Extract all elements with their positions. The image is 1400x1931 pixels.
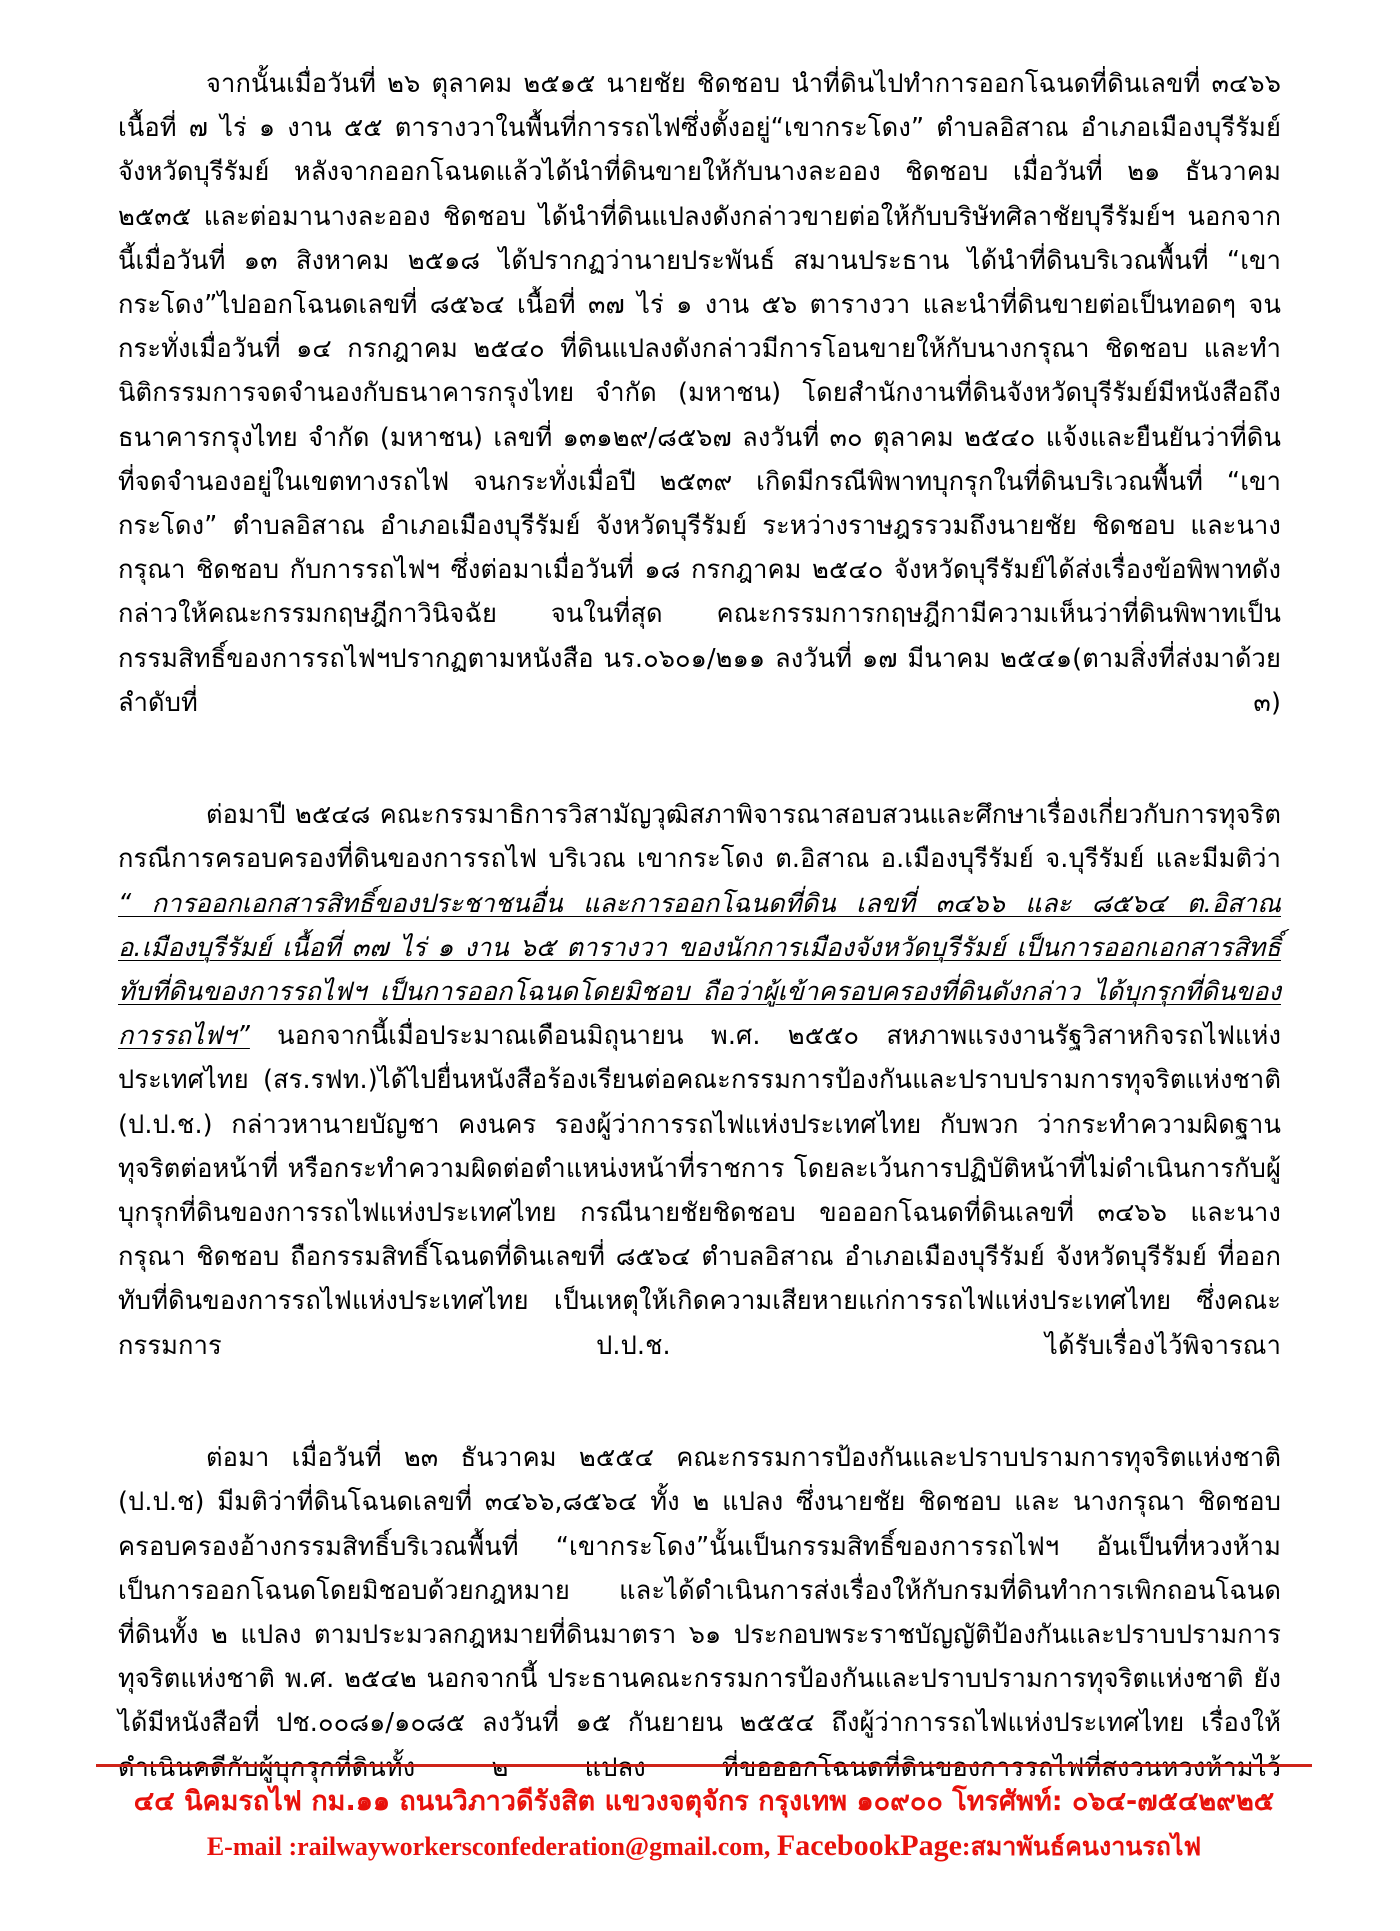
footer-contact: [96, 1824, 1312, 1869]
footer-divider: [96, 1764, 1312, 1767]
facebook-colon: :: [961, 1832, 971, 1861]
footer-separator: ,: [763, 1832, 771, 1861]
paragraph-3: ต่อมา เมื่อวันที่ ๒๓ ธันวาคม ๒๕๕๔ คณะกรรมการป้องกันและปราบปรามการทุจริตแห่งชาติ (ป.ป.ช) มีมติว่าที่ดินโฉนดเลขที่ ๓๔๖๖,๘๕๖๔ ทั้ง ๒ แปลง ซึ่งนายชัย ชิดชอบ และ นางกรุณา ชิดชอบ ครอบครองอ้างกรรมสิทธิ์บริเวณพื้นที่ “เขากระโดง”นั้นเป็นกรรมสิทธิ์ของการรถไฟฯ อันเป็นที่หวงห้ามเป็นการออกโฉนดโดยมิชอบด้วยกฎหมาย และได้ดำเนินการส่งเรื่องให้กับกรมที่ดินทำการเพิกถอนโฉนดที่ดินทั้ง ๒ แปลง ตามประมวลกฎหมายที่ดินมาตรา ๖๑ ประกอบพระราชบัญญัติป้องกันและปราบปรามการทุจริตแห่งชาติ พ.ศ. ๒๕๔๒ นอกจากนี้ ประธานคณะกรรมการป้องกันและปราบปรามการทุจริตแห่งชาติ ยังได้มีหนังสือที่ ปช.๐๐๘๑/๑๐๘๕ ลงวันที่ ๑๕ กันยายน ๒๕๕๔ ถึงผู้ว่าการรถไฟแห่งประเทศไทย เรื่องให้ดำเนินคดีกับผู้บุกรุกที่ดินทั้ง ๒ แปลง ที่ขอออกโฉนดที่ดินของการรถไฟที่สงวนหวงห้ามไว้: [118, 1443, 1281, 1783]
paragraph-2: [118, 793, 1281, 1412]
document-body: [118, 62, 1281, 1834]
facebook-page-label[interactable]: FacebookPage: [776, 1829, 962, 1862]
email-label: E-mail :: [206, 1832, 298, 1861]
document-footer: [96, 1780, 1312, 1869]
email-address[interactable]: railwayworkersconfederation@gmail.com: [297, 1832, 764, 1861]
paragraph-1: จากนั้นเมื่อวันที่ ๒๖ ตุลาคม ๒๕๑๕ นายชัย ชิดชอบ นำที่ดินไปทำการออกโฉนดที่ดินเลขที่ ๓๔๖๖ เนื้อที่ ๗ ไร่ ๑ งาน ๕๕ ตารางวาในพื้นที่การรถไฟซึ่งตั้งอยู่“เขากระโดง” ตำบลอิสาณ อำเภอเมืองบุรีรัมย์ จังหวัดบุรีรัมย์ หลังจากออกโฉนดแล้วได้นำที่ดินขายให้กับนางละออง ชิดชอบ เมื่อวันที่ ๒๑ ธันวาคม ๒๕๓๕ และต่อมานางละออง ชิดชอบ ได้นำที่ดินแปลงดังกล่าวขายต่อให้กับบริษัทศิลาชัยบุรีรัมย์ฯ นอกจากนี้เมื่อวันที่ ๑๓ สิงหาคม ๒๕๑๘ ได้ปรากฏว่านายประพันธ์ สมานประธาน ได้นำที่ดินบริเวณพื้นที่ “เขากระโดง”ไปออกโฉนดเลขที่ ๘๕๖๔ เนื้อที่ ๓๗ ไร่ ๑ งาน ๕๖ ตารางวา และนำที่ดินขายต่อเป็นทอดๆ จนกระทั่งเมื่อวันที่ ๑๔ กรกฎาคม ๒๕๔๐ ที่ดินแปลงดังกล่าวมีการโอนขายให้กับนางกรุณา ชิดชอบ และทำนิติกรรมการจดจำนองกับธนาคารกรุงไทย จำกัด (มหาชน) โดยสำนักงานที่ดินจังหวัดบุรีรัมย์มีหนังสือถึงธนาคารกรุงไทย จำกัด (มหาชน) เลขที่ ๑๓๑๒๙/๘๕๖๗ ลงวันที่ ๓๐ ตุลาคม ๒๕๔๐ แจ้งและยืนยันว่าที่ดินที่จดจำนองอยู่ในเขตทางรถไฟ จนกระทั่งเมื่อปี ๒๕๓๙ เกิดมีกรณีพิพาทบุกรุกในที่ดินบริเวณพื้นที่ “เขากระโดง” ตำบลอิสาณ อำเภอเมืองบุรีรัมย์ จังหวัดบุรีรัมย์ ระหว่างราษฎรรวมถึงนายชัย ชิดชอบ และนางกรุณา ชิดชอบ กับการรถไฟฯ ซึ่งต่อมาเมื่อวันที่ ๑๘ กรกฎาคม ๒๕๔๐ จังหวัดบุรีรัมย์ได้ส่งเรื่องข้อพิพาทดังกล่าวให้คณะกรรมกฤษฎีกาวินิจฉัย จนในที่สุด คณะกรรมการกฤษฎีกามีความเห็นว่าที่ดินพิพาทเป็นกรรมสิทธิ์ของการรถไฟฯปรากฏตามหนังสือ นร.๐๖๐๑/๒๑๑ ลงวันที่ ๑๗ มีนาคม ๒๕๔๑(ตามสิ่งที่ส่งมาด้วย ลำดับที่ ๓): [118, 69, 1281, 718]
paragraph-2-quoted-resolution: “ การออกเอกสารสิทธิ์ของประชาชนอื่น และการออกโฉนดที่ดิน เลขที่ ๓๔๖๖ และ ๘๕๖๔ ต.อิสาณ อ.เมืองบุรีรัมย์ เนื้อที่ ๓๗ ไร่ ๑ งาน ๖๕ ตารางวา ของนักการเมืองจังหวัดบุรีรัมย์ เป็นการออกเอกสารสิทธิ์ทับที่ดินของการรถไฟฯ เป็นการออกโฉนดโดยมิชอบ ถือว่าผู้เข้าครอบครองที่ดินดังกล่าว ได้บุกรุกที่ดินของการรถไฟฯ”: [118, 888, 1281, 1052]
paragraph-2-segment-tail: นอกจากนี้เมื่อประมาณเดือนมิถุนายน พ.ศ. ๒๕๕๐ สหภาพแรงงานรัฐวิสาหกิจรถไฟแห่งประเทศไทย (สร.รฟท.)ได้ไปยื่นหนังสือร้องเรียนต่อคณะกรรมการป้องกันและปราบปรามการทุจริตแห่งชาติ (ป.ป.ช.) กล่าวหานายบัญชา คงนคร รองผู้ว่าการรถไฟแห่งประเทศไทย กับพวก ว่ากระทำความผิดฐานทุจริตต่อหน้าที่ หรือกระทำความผิดต่อตำแหน่งหน้าที่ราชการ โดยละเว้นการปฏิบัติหน้าที่ไม่ดำเนินการกับผู้บุกรุกที่ดินของการรถไฟแห่งประเทศไทย กรณีนายชัยชิดชอบ ขอออกโฉนดที่ดินเลขที่ ๓๔๖๖ และนางกรุณา ชิดชอบ ถือกรรมสิทธิ์โฉนดที่ดินเลขที่ ๘๕๖๔ ตำบลอิสาณ อำเภอเมืองบุรีรัมย์ จังหวัดบุรีรัมย์ ที่ออกทับที่ดินของการรถไฟแห่งประเทศไทย เป็นเหตุให้เกิดความเสียหายแก่การรถไฟแห่งประเทศไทย ซึ่งคณะกรรมการ ป.ป.ช. ได้รับเรื่องไว้พิจารณา: [118, 1021, 1281, 1361]
footer-address: ๔๔ นิคมรถไฟ กม.๑๑ ถนนวิภาวดีรังสิต แขวงจตุจักร กรุงเทพ ๑๐๙๐๐ โทรศัพท์: ๐๖๔-๗๕๔๒๙๒๕: [133, 1786, 1275, 1817]
facebook-page-name[interactable]: สมาพันธ์คนงานรถไฟ: [970, 1832, 1202, 1861]
paragraph-2-segment-intro: ต่อมาปี ๒๕๔๘ คณะกรรมาธิการวิสามัญวุฒิสภาพิจารณาสอบสวนและศึกษาเรื่องเกี่ยวกับการทุจริตกรณีการครอบครองที่ดินของการรถไฟ บริเวณ เขากระโดง ต.อิสาณ อ.เมืองบุรีรัมย์ จ.บุรีรัมย์ และมีมติว่า: [118, 800, 1281, 875]
